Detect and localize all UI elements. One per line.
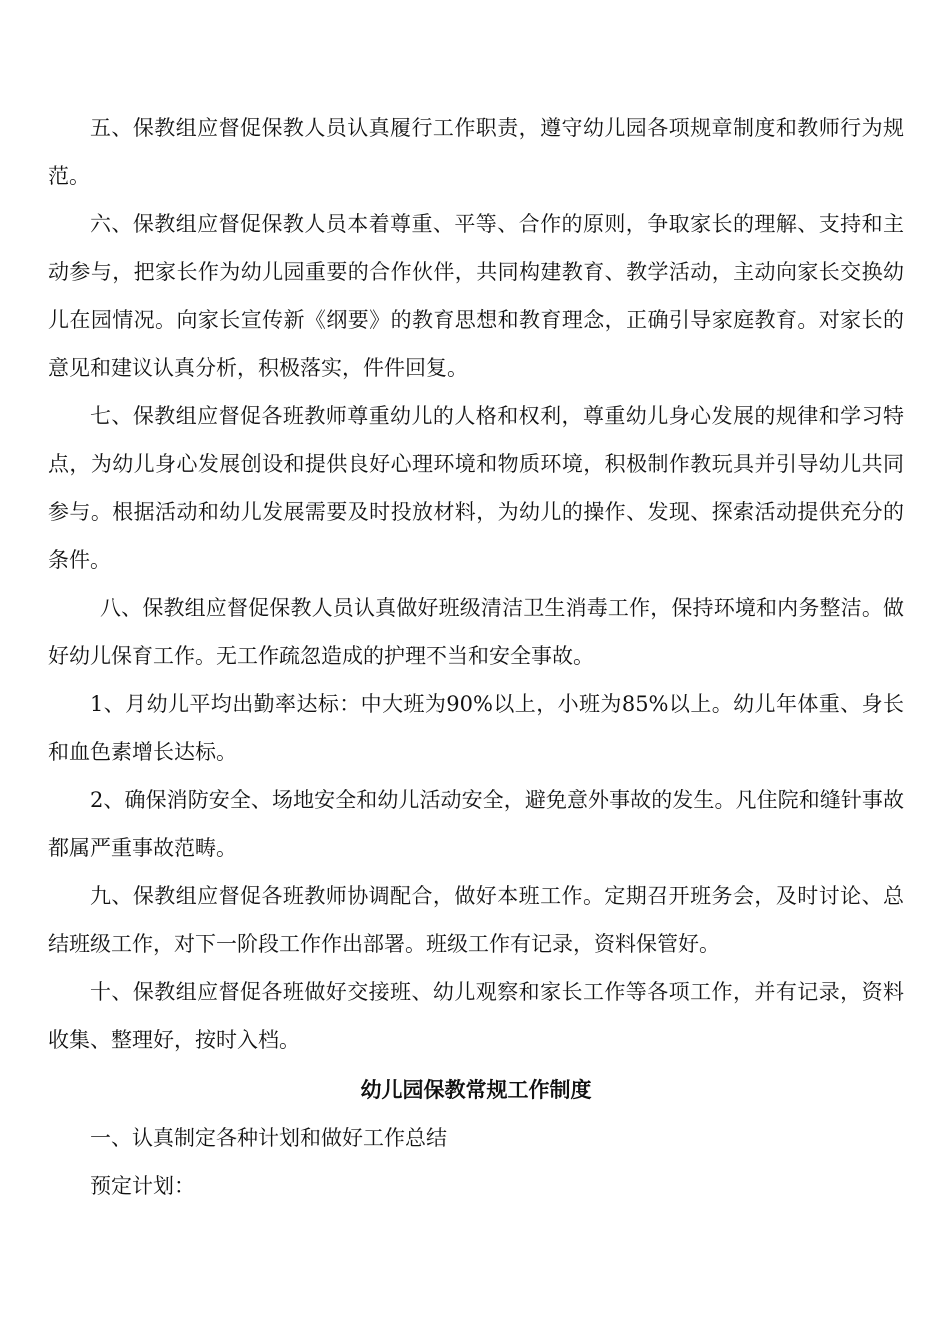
paragraph-9: 九、保教组应督促各班教师协调配合，做好本班工作。定期召开班务会，及时讨论、总结班级工作，对下一阶段工作作出部署。班级工作有记录，资料保管好。 [48, 884, 904, 956]
paragraph-6: 六、保教组应督促保教人员本着尊重、平等、合作的原则，争取家长的理解、支持和主动参与，把家长作为幼儿园重要的合作伙伴，共同构建教育、教学活动，主动向家长交换幼儿在园情况。向家长宣传新《纲要》的教育思想和教育理念，正确引导家庭教育。对家长的意见和建议认真分析，积极落实，件件回复。 [48, 212, 904, 380]
paragraph-7: 七、保教组应督促各班教师尊重幼儿的人格和权利，尊重幼儿身心发展的规律和学习特点，为幼儿身心发展创设和提供良好心理环境和物质环境，积极制作教玩具并引导幼儿共同参与。根据活动和幼儿发展需要及时投放材料，为幼儿的操作、发现、探索活动提供充分的条件。 [48, 404, 904, 572]
section-paragraph-1: 一、认真制定各种计划和做好工作总结 [90, 1126, 447, 1150]
paragraph-5: 五、保教组应督促保教人员认真履行工作职责，遵守幼儿园各项规章制度和教师行为规范。 [48, 116, 904, 188]
paragraph-10: 十、保教组应督促各班做好交接班、幼儿观察和家长工作等各项工作，并有记录，资料收集、整理好，按时入档。 [48, 980, 904, 1052]
paragraph-8-item-2: 2、确保消防安全、场地安全和幼儿活动安全，避免意外事故的发生。凡住院和缝针事故都属严重事故范畴。 [48, 788, 904, 860]
paragraph-8-item-1: 1、月幼儿平均出勤率达标：中大班为90%以上，小班为85%以上。幼儿年体重、身长和血色素增长达标。 [48, 692, 904, 764]
section-paragraph-2: 预定计划： [90, 1174, 195, 1198]
paragraph-8: 八、保教组应督促保教人员认真做好班级清洁卫生消毒工作，保持环境和内务整洁。做好幼儿保育工作。无工作疏忽造成的护理不当和安全事故。 [48, 596, 904, 668]
section-title: 幼儿园保教常规工作制度 [360, 1078, 592, 1102]
document-body [48, 104, 904, 1210]
